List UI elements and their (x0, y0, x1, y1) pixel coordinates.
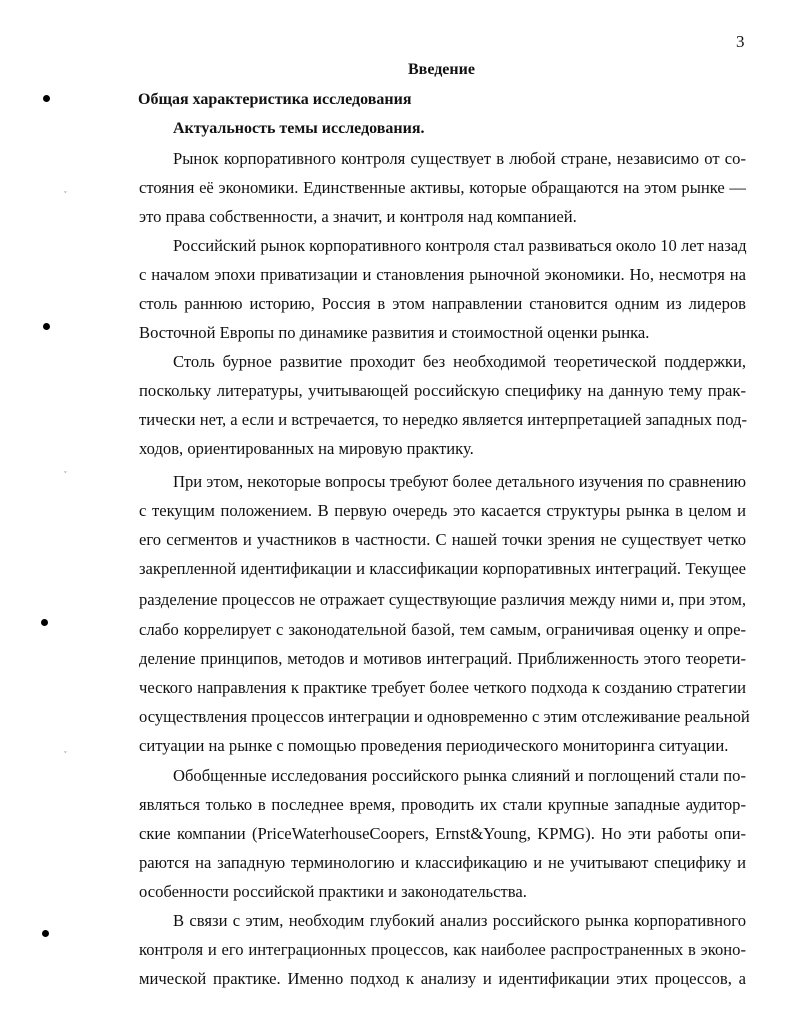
paragraph-line: ходов, ориентированных на мировую практику. (139, 439, 474, 458)
binder-hole-mark (42, 930, 49, 937)
paragraph-line: его сегментов и участников в частности. С нашей точки зрения не существует четко (139, 530, 746, 549)
paragraph-line: Обобщенные исследования российского рынка слияний и поглощений стали по- (173, 766, 746, 785)
paragraph-line: поскольку литературы, учитывающей российскую специфику на данную тему прак- (139, 381, 746, 400)
paragraph-line: особенности российской практики и законодательства. (139, 882, 527, 901)
binder-hole-mark (43, 95, 50, 102)
subsection-heading: Актуальность темы исследования. (173, 120, 425, 137)
paragraph-line: закрепленной идентификации и классификации корпоративных интеграций. Текущее (139, 559, 746, 578)
paragraph-line: ситуации на рынке с помощью проведения периодического мониторинга ситуации. (139, 736, 729, 755)
paragraph-line: разделение процессов не отражает существующие различия между ними и, при этом, (139, 590, 746, 609)
paragraph-line: ческого направления к практике требует более четкого подхода к созданию стратегии (139, 678, 746, 697)
paragraph-line: с началом эпохи приватизации и становления рыночной экономики. Но, несмотря на (139, 265, 746, 284)
paragraph-line: контроля и его интеграционных процессов, как наиболее распространенных в эконо- (139, 940, 746, 959)
paragraph-line: Российский рынок корпоративного контроля стал развиваться около 10 лет назад (173, 236, 747, 255)
binder-hole-mark (41, 619, 48, 626)
paragraph-line: это права собственности, а значит, и контроля над компанией. (139, 207, 577, 226)
page-number: 3 (736, 32, 745, 51)
paragraph-line: с текущим положением. В первую очередь это касается структуры рынка в целом и (139, 501, 746, 520)
paragraph-line: В связи с этим, необходим глубокий анализ российского рынка корпоративного (173, 911, 746, 930)
paragraph-line: осуществления процессов интеграции и одновременно с этим отслеживание реальной (139, 707, 750, 726)
paragraph-line: Восточной Европы по динамике развития и стоимостной оценки рынка. (139, 323, 650, 342)
paragraph-line: Столь бурное развитие проходит без необходимой теоретической поддержки, (173, 352, 746, 371)
paragraph-line: деление принципов, методов и мотивов интеграций. Приближенность этого теорети- (139, 649, 746, 668)
paragraph-line: столь раннюю историю, Россия в этом направлении становится одним из лидеров (139, 294, 746, 313)
paragraph-line: слабо коррелирует с законодательной базой, тем самым, ограничивая оценку и опре- (139, 620, 746, 639)
binder-hole-mark (43, 323, 50, 330)
paragraph-line: тически нет, а если и встречается, то нередко является интерпретацией западных под- (139, 410, 748, 429)
scan-speck: ˇ (64, 470, 67, 479)
scan-speck: ˇ (64, 750, 67, 759)
paragraph-line: При этом, некоторые вопросы требуют более детального изучения по сравнению (173, 472, 746, 491)
paragraph-line: мической практике. Именно подход к анализу и идентификации этих процессов, а (139, 969, 746, 988)
paragraph-line: являться только в последнее время, проводить их стали крупные западные аудитор- (139, 795, 746, 814)
paragraph-line: стояния её экономики. Единственные активы, которые обращаются на этом рынке — (139, 178, 746, 197)
paragraph-line: ские компании (PriceWaterhouseCoopers, Ernst&Young, KPMG). Но эти работы опи- (139, 824, 746, 843)
paragraph-line: раются на западную терминологию и классификацию и не учитывают специфику и (139, 853, 746, 872)
scan-speck: ˇ (64, 190, 67, 199)
section-heading: Общая характеристика исследования (138, 91, 412, 108)
paragraph-line: Рынок корпоративного контроля существует в любой стране, независимо от со- (173, 149, 746, 168)
page-title: Введение (408, 61, 475, 78)
